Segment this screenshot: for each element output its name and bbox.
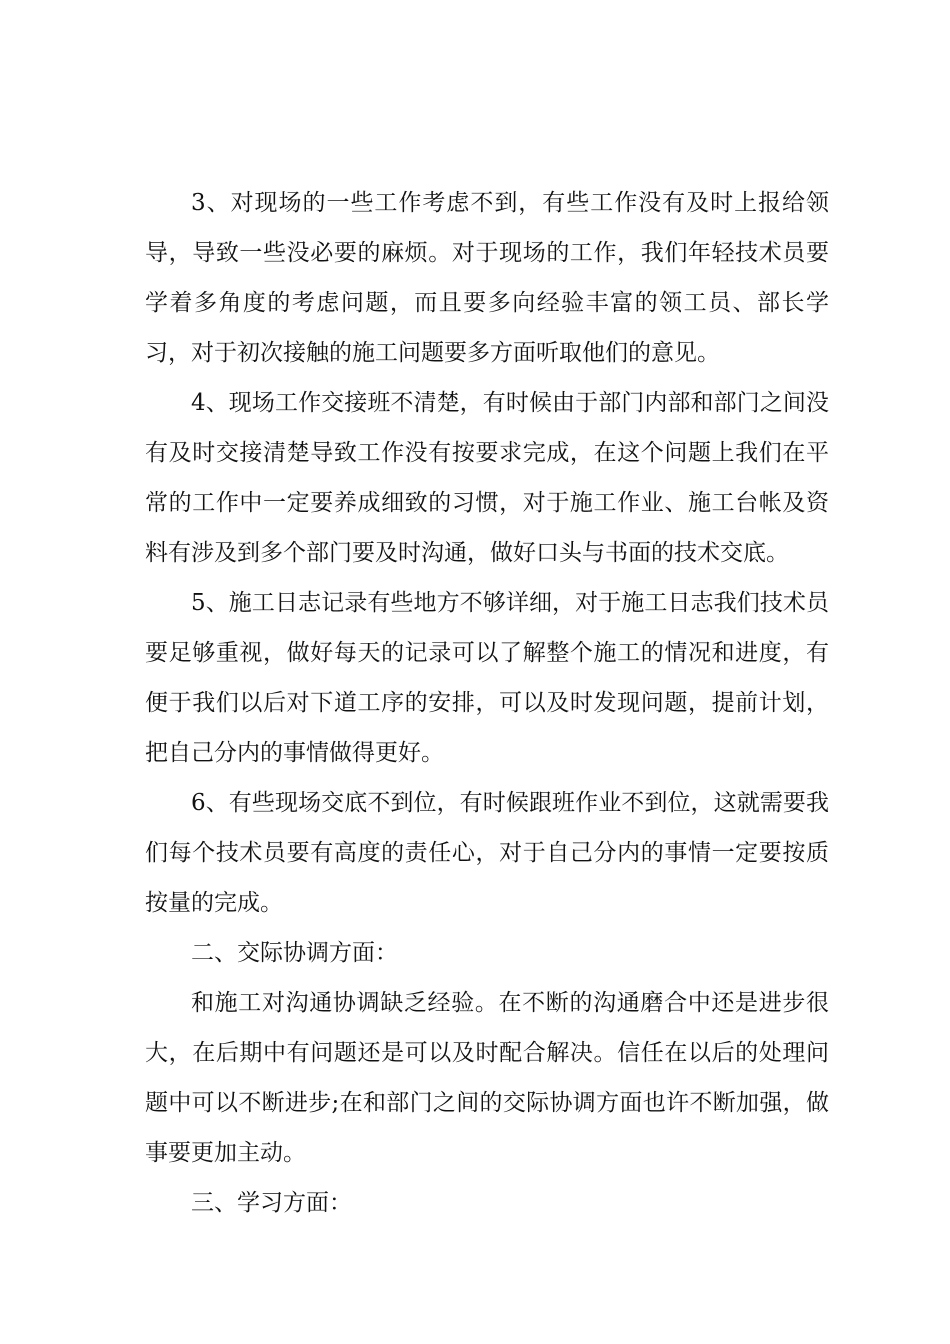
section-heading-learning: 三、学习方面： bbox=[191, 1190, 352, 1216]
document-body bbox=[145, 178, 829, 1228]
paragraph-item-4: 4、现场工作交接班不清楚，有时候由于部门内部和部门之间没有及时交接清楚导致工作没有按要求完成，在这个问题上我们在平常的工作中一定要养成细致的习惯，对于施工作业、施工台帐及资料有涉及到多个部门要及时沟通，做好口头与书面的技术交底。 bbox=[145, 390, 829, 566]
paragraph-item-3: 3、对现场的一些工作考虑不到，有些工作没有及时上报给领导，导致一些没必要的麻烦。对于现场的工作，我们年轻技术员要学着多角度的考虑问题，而且要多向经验丰富的领工员、部长学习，对于初次接触的施工问题要多方面听取他们的意见。 bbox=[145, 190, 829, 366]
section-heading-communication: 二、交际协调方面： bbox=[191, 940, 398, 966]
paragraph-item-6: 6、有些现场交底不到位，有时候跟班作业不到位，这就需要我们每个技术员要有高度的责任心，对于自己分内的事情一定要按质按量的完成。 bbox=[145, 790, 829, 916]
paragraph-communication: 和施工对沟通协调缺乏经验。在不断的沟通磨合中还是进步很大，在后期中有问题还是可以及时配合解决。信任在以后的处理问题中可以不断进步;在和部门之间的交际协调方面也许不断加强，做事要更加主动。 bbox=[145, 990, 829, 1166]
paragraph-item-5: 5、施工日志记录有些地方不够详细，对于施工日志我们技术员要足够重视，做好每天的记录可以了解整个施工的情况和进度，有便于我们以后对下道工序的安排，可以及时发现问题，提前计划，把自己分内的事情做得更好。 bbox=[145, 590, 829, 766]
